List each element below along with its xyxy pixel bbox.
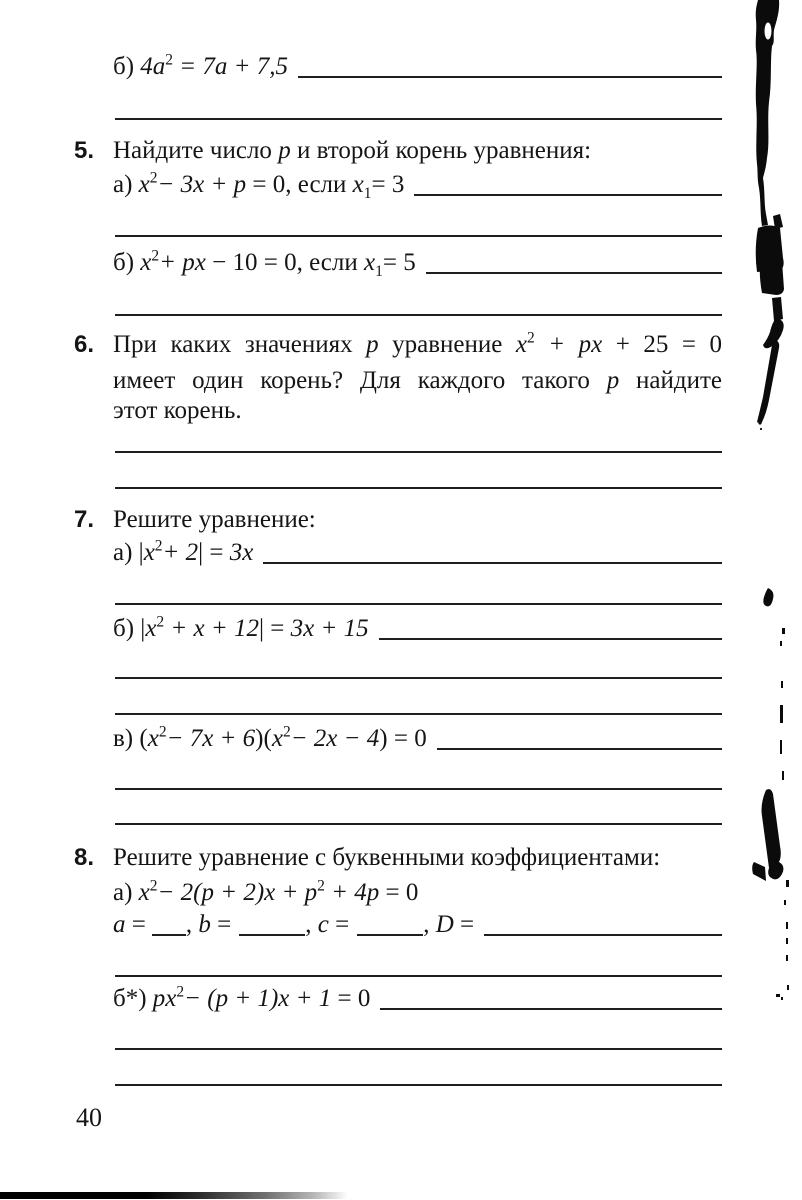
- problem-5-item-a: [113, 170, 722, 200]
- equation: [113, 724, 427, 754]
- text-segment: + 2: [162, 539, 199, 566]
- text-segment: x: [515, 331, 528, 358]
- text-segment: имеет один корень? Для каждого такого: [113, 367, 607, 394]
- text-segment: в) (: [113, 725, 148, 752]
- ruled-line: [115, 788, 722, 790]
- problem-6-text-line3: [113, 396, 722, 426]
- ruled-line: [115, 677, 722, 679]
- text-segment: )(: [255, 725, 272, 752]
- text-segment: б) |: [113, 615, 146, 642]
- text-segment: | =: [259, 615, 291, 642]
- text-segment: Найдите число: [113, 137, 279, 164]
- answer-blank: [380, 998, 722, 1010]
- coef-b-blank: [239, 924, 305, 936]
- text-segment: б): [113, 249, 141, 276]
- answer-blank: [426, 262, 722, 274]
- coef-a-blank: [152, 924, 186, 936]
- text-segment: + px: [159, 249, 206, 276]
- text-segment: =: [125, 911, 146, 938]
- text-segment: уравнение: [378, 331, 516, 358]
- text-segment: б*): [113, 985, 153, 1012]
- ruled-line: [115, 487, 722, 489]
- problem-4-item-b: [113, 52, 722, 82]
- ruled-line: [115, 1084, 722, 1086]
- coef-c-blank: [357, 924, 423, 936]
- text-segment: =: [453, 911, 475, 938]
- text-segment: − 2(p + 2)x + p: [157, 879, 318, 906]
- scan-bottom-bar: [0, 1192, 348, 1199]
- text-segment: + 4p: [324, 879, 380, 906]
- ruled-line: [115, 314, 722, 316]
- text-segment: = 0: [331, 985, 371, 1012]
- text-segment: b: [198, 911, 211, 938]
- text-segment: а): [113, 879, 139, 906]
- text-segment: x: [138, 171, 150, 198]
- answer-blank: [298, 66, 722, 78]
- equation: [113, 614, 369, 644]
- text-segment: ) = 0: [379, 725, 427, 752]
- text-segment: − 3x + p: [157, 171, 247, 198]
- text-segment: p: [278, 137, 291, 164]
- text-segment: 2: [165, 51, 174, 69]
- answer-blank: [437, 738, 722, 750]
- problem-5-number: 5.: [74, 137, 95, 164]
- text-segment: ,: [305, 911, 318, 938]
- text-segment: x: [147, 725, 159, 752]
- text-segment: этот корень.: [113, 397, 242, 424]
- text-segment: = 5: [382, 249, 416, 276]
- ruled-line: [115, 603, 722, 605]
- text-segment: + px: [534, 331, 603, 358]
- problem-6-number: 6.: [74, 331, 95, 358]
- coef-d-blank: [484, 924, 722, 936]
- equation: [113, 538, 253, 568]
- text-segment: =: [328, 911, 350, 938]
- text-segment: и второй корень уравнения:: [290, 137, 592, 164]
- ruled-line: [115, 1048, 722, 1050]
- coef-b-label: [186, 910, 231, 940]
- ruled-line: [115, 451, 722, 453]
- problem-8-header: [113, 843, 722, 873]
- text-segment: б): [113, 53, 141, 80]
- scan-binding-artifacts: [720, 0, 802, 1200]
- text-segment: − 2x − 4: [290, 725, 380, 752]
- problem-6-text-line1: [113, 330, 722, 360]
- text-segment: = 0: [379, 879, 419, 906]
- text-segment: Решите уравнение:: [113, 506, 316, 533]
- text-segment: x: [140, 249, 152, 276]
- text-segment: x: [145, 615, 157, 642]
- text-segment: − 7x + 6: [166, 725, 256, 752]
- text-segment: 4a: [140, 53, 166, 80]
- text-segment: 2: [154, 537, 163, 555]
- text-segment: x: [271, 725, 283, 752]
- answer-blank: [414, 184, 722, 196]
- text-segment: 2: [176, 983, 185, 1001]
- problem-8-item-a: [113, 878, 722, 908]
- text-segment: 2: [151, 247, 160, 265]
- text-segment: + x + 12: [164, 615, 260, 642]
- text-segment: 2: [149, 169, 158, 187]
- problem-7-number: 7.: [74, 506, 95, 533]
- problem-7-item-b: [113, 614, 722, 644]
- text-segment: = 3: [371, 171, 405, 198]
- text-segment: =: [210, 911, 232, 938]
- text-segment: − 10 = 0, если: [205, 249, 364, 276]
- text-segment: | =: [198, 539, 230, 566]
- text-segment: а) |: [113, 539, 144, 566]
- coef-c-label: [305, 910, 349, 940]
- ruled-line: [115, 235, 722, 237]
- text-segment: + 25 = 0: [602, 331, 723, 358]
- text-segment: а): [113, 171, 139, 198]
- problem-8-item-b: [113, 984, 722, 1014]
- text-segment: p: [606, 367, 620, 394]
- text-segment: 2: [149, 877, 158, 895]
- coef-d-label: [423, 910, 474, 940]
- text-segment: D: [435, 911, 454, 938]
- text-segment: 1: [363, 185, 372, 202]
- text-segment: = 0, если: [246, 171, 353, 198]
- answer-blank: [379, 628, 722, 640]
- problem-5-header: [113, 136, 722, 166]
- text-segment: x: [138, 879, 150, 906]
- problem-7-item-v: [113, 724, 722, 754]
- ruled-line: [115, 823, 722, 825]
- text-segment: x: [352, 171, 364, 198]
- problem-7-header: [113, 505, 722, 535]
- text-segment: 2: [156, 613, 165, 631]
- text-segment: 2: [527, 329, 535, 347]
- text-segment: x: [364, 249, 376, 276]
- text-segment: ,: [185, 911, 199, 938]
- problem-7-item-a: [113, 538, 722, 568]
- ruled-line: [115, 713, 722, 715]
- problem-6-text-line2: [113, 366, 722, 396]
- text-segment: 2: [282, 723, 291, 741]
- equation: [113, 170, 404, 200]
- text-segment: 2: [158, 723, 167, 741]
- equation: [113, 878, 418, 908]
- text-segment: Решите уравнение с буквенными коэффициентами:: [113, 844, 661, 871]
- text-segment: a: [113, 911, 126, 938]
- text-segment: px: [152, 985, 177, 1012]
- ruled-line: [115, 975, 722, 977]
- text-segment: 3x + 15: [290, 615, 369, 642]
- coef-a-label: [113, 910, 146, 940]
- text-segment: = 7a + 7,5: [173, 53, 289, 80]
- text-segment: При каких значениях: [113, 331, 367, 358]
- text-segment: − (p + 1)x + 1: [184, 985, 332, 1012]
- answer-blank: [263, 552, 722, 564]
- text-segment: p: [366, 331, 379, 358]
- ruled-line: [115, 118, 722, 120]
- problem-8-coefficients-line: [113, 910, 722, 940]
- text-segment: найдите: [619, 367, 722, 394]
- equation: [113, 984, 370, 1014]
- text-segment: 3x: [229, 539, 254, 566]
- text-segment: 2: [317, 877, 325, 895]
- text-segment: c: [317, 911, 329, 938]
- equation: [113, 248, 416, 278]
- text-segment: ,: [423, 911, 436, 938]
- equation: [113, 52, 288, 82]
- text-segment: x: [143, 539, 155, 566]
- problem-5-item-b: [113, 248, 722, 278]
- page-number: 40: [76, 1103, 102, 1132]
- problem-8-number: 8.: [74, 844, 95, 871]
- text-segment: 1: [375, 263, 383, 280]
